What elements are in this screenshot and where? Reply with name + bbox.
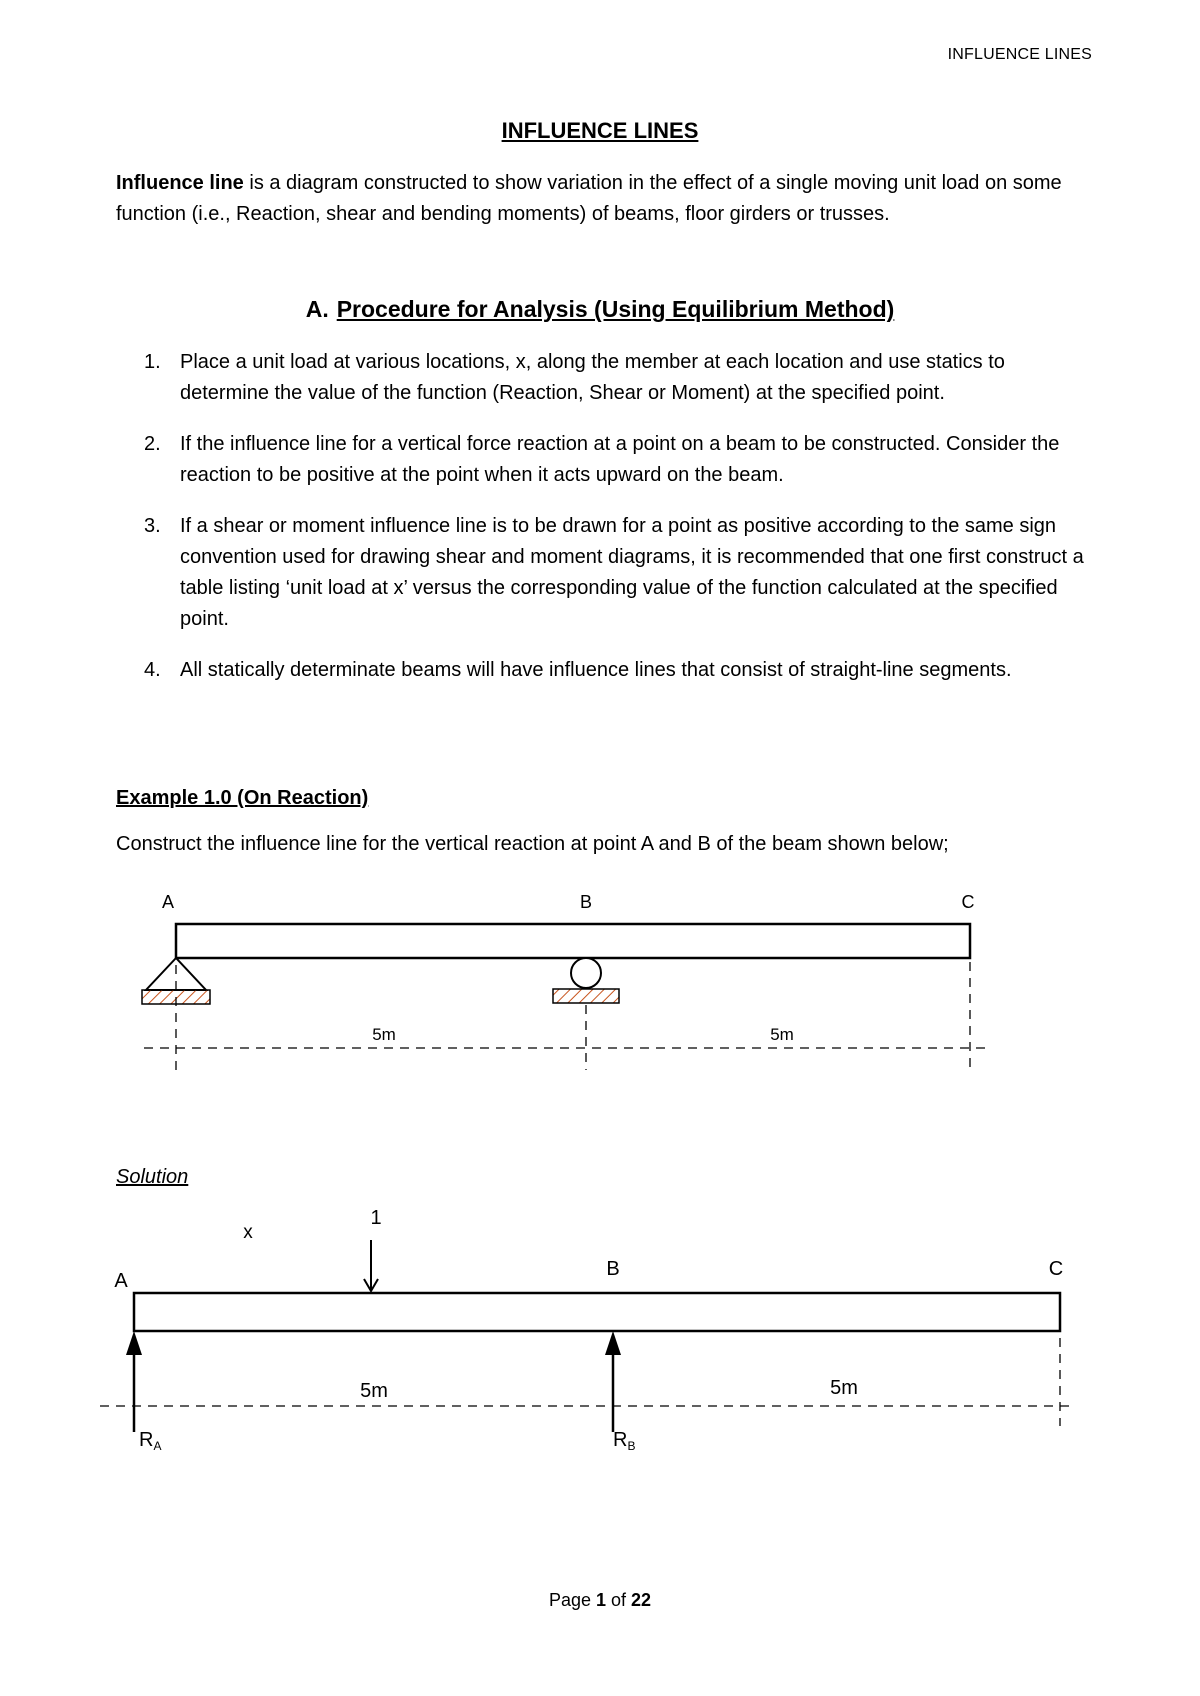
running-header: INFLUENCE LINES xyxy=(947,46,1092,63)
footer-prefix: Page xyxy=(548,1590,596,1610)
reaction-label-a: $R_A$ xyxy=(139,1429,162,1453)
step-text: Place a unit load at various locations, x, along the member at each location and use statics to determine the value of the function (Reaction, Shear or Moment) at the specified point. xyxy=(180,351,1005,404)
example-heading: Example 1.0 (On Reaction) xyxy=(116,787,369,809)
definition-paragraph xyxy=(116,168,1096,230)
footer-middle: of xyxy=(606,1590,632,1610)
point-label-c: C xyxy=(961,892,975,912)
list-item xyxy=(116,429,1096,491)
section-label: A. xyxy=(305,296,329,322)
point-label-b: B xyxy=(579,892,593,912)
beam-diagram xyxy=(0,880,1200,1080)
point-label-a: A xyxy=(114,1270,128,1292)
page-title: INFLUENCE LINES xyxy=(501,118,699,143)
solution-diagram xyxy=(0,1200,1200,1460)
reaction-label-b: $R_B$ xyxy=(613,1429,636,1453)
position-variable: x xyxy=(243,1222,253,1243)
section-heading xyxy=(0,296,1200,323)
step-number: 4. xyxy=(144,659,161,681)
unit-load-arrow xyxy=(364,1240,378,1291)
span-label-ab: 5m xyxy=(372,1025,396,1044)
definition-text: is a diagram constructed to show variation in the effect of a single moving unit load on some function (i.e., Reaction, shear and bending moments) of beams, floor girders or trusses. xyxy=(116,172,1062,225)
reaction-arrow-a xyxy=(126,1331,142,1432)
definition-term: Influence line xyxy=(116,172,244,194)
point-label-a: A xyxy=(161,892,175,912)
page-footer xyxy=(0,1590,1200,1611)
span-label-bc: 5m xyxy=(830,1377,858,1399)
span-label-bc: 5m xyxy=(770,1025,794,1044)
beam xyxy=(134,1293,1060,1331)
beam xyxy=(176,924,970,958)
page-number: 1 xyxy=(595,1590,606,1610)
page-total: 22 xyxy=(631,1590,652,1610)
step-number: 3. xyxy=(144,515,161,537)
list-item xyxy=(116,655,1096,686)
point-label-c: C xyxy=(1048,1258,1064,1280)
reaction-arrow-b xyxy=(605,1331,621,1432)
point-label-b: B xyxy=(606,1258,620,1280)
list-item xyxy=(116,511,1096,635)
example-statement: Construct the influence line for the vertical reaction at point A and B of the beam shown below; xyxy=(116,833,949,855)
span-label-ab: 5m xyxy=(360,1380,388,1402)
list-item xyxy=(116,347,1096,409)
roller-support xyxy=(553,958,619,1003)
step-text: If a shear or moment influence line is to be drawn for a point as positive according to the same sign convention used for drawing shear and moment diagrams, it is recommended that one first construct a table listing ‘unit load at x’ versus the corresponding value of the function calculated at the specified point. xyxy=(180,515,1084,630)
unit-load-label: 1 xyxy=(370,1207,382,1229)
step-text: If the influence line for a vertical force reaction at a point on a beam to be constructed. Consider the reaction to be positive at the point when it acts upward on the beam. xyxy=(180,433,1060,486)
step-text: All statically determinate beams will have influence lines that consist of straight-line segments. xyxy=(180,659,1012,681)
solution-label: Solution xyxy=(116,1166,189,1188)
step-number: 2. xyxy=(144,433,161,455)
step-number: 1. xyxy=(144,351,161,373)
section-title: Procedure for Analysis (Using Equilibrium Method) xyxy=(336,296,895,322)
procedure-list xyxy=(116,347,1096,706)
